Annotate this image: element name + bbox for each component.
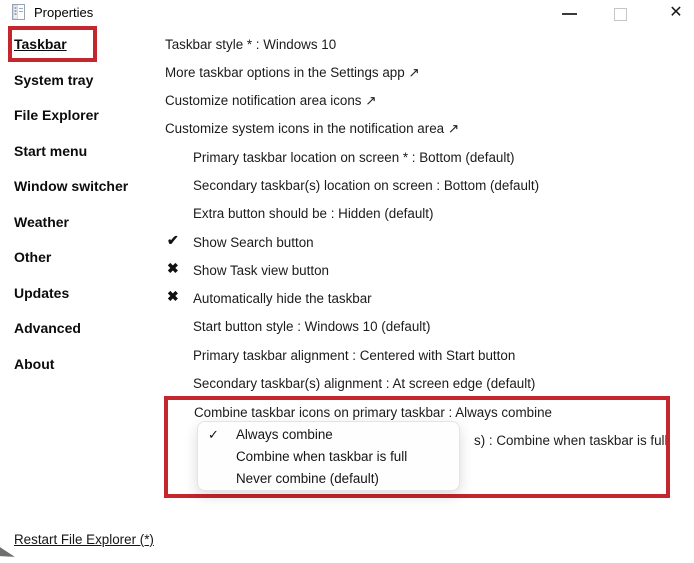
setting-taskbar-style[interactable]: Taskbar style * : Windows 10 [165,37,337,52]
window-title: Properties [34,5,94,20]
setting-combine-primary-taskbar[interactable]: Combine taskbar icons on primary taskbar : Always combine [194,405,552,420]
dropdown-item-label: Never combine (default) [236,471,379,486]
dropdown-item-always-combine[interactable] [198,424,459,446]
sidebar-item-about[interactable]: About [14,356,55,372]
sidebar-item-file-explorer[interactable]: File Explorer [14,107,99,123]
combine-options-dropdown [197,421,460,491]
sidebar-item-window-switcher[interactable]: Window switcher [14,178,129,194]
toggle-show-search-button[interactable]: Show Search button [193,235,314,250]
toggle-show-task-view-button[interactable]: Show Task view button [193,263,329,278]
sidebar-item-system-tray[interactable]: System tray [14,72,94,88]
title-bar [0,0,694,30]
maximize-icon[interactable] [614,8,627,21]
dropdown-item-combine-when-full[interactable] [198,446,459,468]
link-customize-system-icons[interactable]: Customize system icons in the notification area ↗ [165,121,460,136]
sidebar-item-updates[interactable]: Updates [14,285,70,301]
setting-primary-taskbar-location[interactable]: Primary taskbar location on screen * : Bottom (default) [193,150,515,165]
setting-primary-taskbar-alignment[interactable]: Primary taskbar alignment : Centered with Start button [193,348,516,363]
sidebar-item-weather[interactable]: Weather [14,214,69,230]
dropdown-item-label: Always combine [236,427,333,442]
sidebar-item-advanced[interactable]: Advanced [14,320,81,336]
link-more-taskbar-options[interactable]: More taskbar options in the Settings app ↗ [165,65,420,80]
close-icon[interactable]: ✕ [669,4,683,21]
setting-secondary-taskbar-alignment[interactable]: Secondary taskbar(s) alignment : At screen edge (default) [193,376,536,391]
link-customize-notification-icons[interactable]: Customize notification area icons ↗ [165,93,377,108]
setting-secondary-taskbar-location[interactable]: Secondary taskbar(s) location on screen : Bottom (default) [193,178,540,193]
check-icon: ✔ [167,232,179,248]
setting-combine-secondary-taskbar-partial[interactable]: s) : Combine when taskbar is full [474,433,668,448]
cursor-artifact [0,546,16,563]
app-icon [12,4,26,20]
check-icon: ✓ [208,427,219,442]
sidebar-item-other[interactable]: Other [14,249,52,265]
cross-icon: ✖ [167,288,179,304]
dropdown-item-never-combine[interactable] [198,468,459,490]
sidebar-item-taskbar[interactable]: Taskbar [14,36,67,52]
toggle-auto-hide-taskbar[interactable]: Automatically hide the taskbar [193,291,372,306]
sidebar-item-start-menu[interactable]: Start menu [14,143,88,159]
minimize-icon[interactable] [562,13,577,15]
setting-start-button-style[interactable]: Start button style : Windows 10 (default) [193,319,431,334]
cross-icon: ✖ [167,260,179,276]
restart-file-explorer-link[interactable]: Restart File Explorer (*) [14,532,154,547]
dropdown-item-label: Combine when taskbar is full [236,449,408,464]
setting-extra-button[interactable]: Extra button should be : Hidden (default) [193,206,434,221]
